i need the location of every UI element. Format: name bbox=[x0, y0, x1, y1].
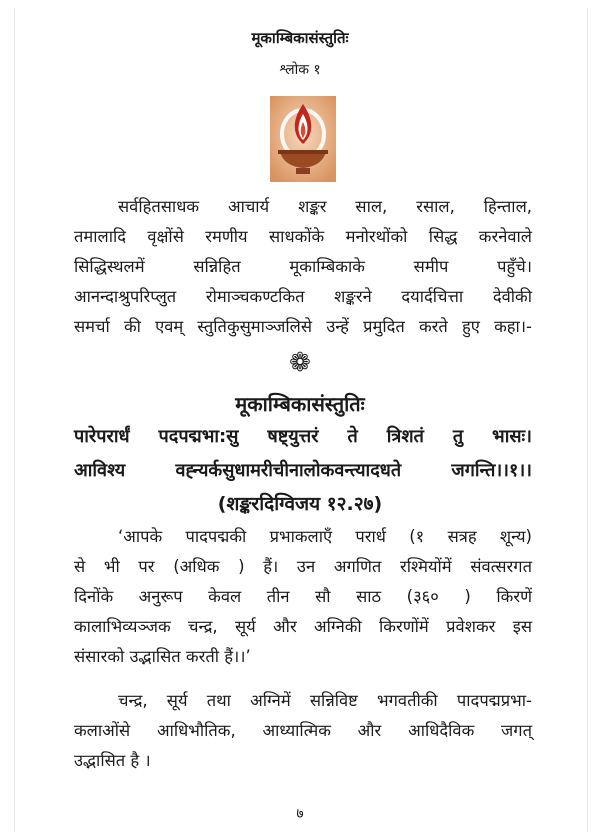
verse-line: पारेपरार्धं पदपद्मभा:सु षष्ट्युत्तरं ते त्रिशतं तु भासः। bbox=[74, 426, 532, 447]
translation-line: संसारको उद्भासित करती हैं।।’ bbox=[74, 647, 251, 666]
verse-line: आविश्य वह्न्यर्कसुधामरीचीनालोकवन्त्यादधते जगन्ति।।१।। bbox=[74, 460, 532, 481]
running-title: मूकाम्बिकासंस्तुतिः bbox=[251, 29, 349, 47]
intro-line: सर्वहितसाधक आचार्य शङ्कर साल, रसाल, हिन्ताल, bbox=[118, 197, 532, 216]
translation-line: दिनोंके अनुरूप केवल तीन सौ साठ (३६० ) किरणें bbox=[74, 587, 532, 606]
translation-paragraph bbox=[0, 522, 600, 672]
translation-line: से भी पर (अधिक ) हैं। उन अगणित रश्मियोंमें संवत्सरगत bbox=[74, 557, 532, 576]
diya-lamp-icon bbox=[270, 96, 336, 182]
intro-line: आनन्दाश्रुपरिप्लुत रोमाञ्चकण्टकित शङ्करने दयार्दचित्ता देवीकी bbox=[74, 287, 532, 306]
intro-line: समर्चा की एवम् स्तुतिकुसुमाञ्जलिसे उन्हें प्रमुदित करते हुए कहा।- bbox=[74, 317, 532, 336]
commentary-line: कलाओंसे आधिभौतिक, आध्यात्मिक और आधिदैविक जगत् bbox=[74, 721, 532, 740]
commentary-line: उद्भासित है । bbox=[74, 751, 151, 770]
intro-line: सिद्धिस्थलमें सन्निहित मूकाम्बिकाके समीप पहुँचे। bbox=[74, 257, 532, 276]
intro-paragraph bbox=[0, 192, 600, 342]
commentary-line: चन्द्र, सूर्य तथा अग्निमें सन्निविष्ट भगवतीकी पादपद्मप्रभा- bbox=[118, 691, 532, 710]
verse-reference: (शङ्करदिग्विजय १२.२७) bbox=[217, 493, 383, 515]
translation-line: कालाभिव्यञ्जक चन्द्र, सूर्य और अग्निकी किरणोंमें प्रवेशकर इस bbox=[74, 617, 532, 636]
commentary-paragraph bbox=[0, 686, 600, 776]
translation-line: ‘आपके पादपद्मकी प्रभाकलाएँ परार्ध (१ सत्रह शून्य) bbox=[118, 527, 532, 546]
hymn-title: मूकाम्बिकासंस्तुतिः bbox=[235, 392, 365, 416]
intro-line: तमालादि वृक्षोंसे रमणीय साधकोंके मनोरथोंको सिद्ध करनेवाले bbox=[74, 227, 532, 246]
page-number: ७ bbox=[296, 806, 304, 822]
flower-divider-icon: ❁ bbox=[289, 348, 311, 378]
shloka-number-label: श्लोक १ bbox=[279, 62, 321, 78]
